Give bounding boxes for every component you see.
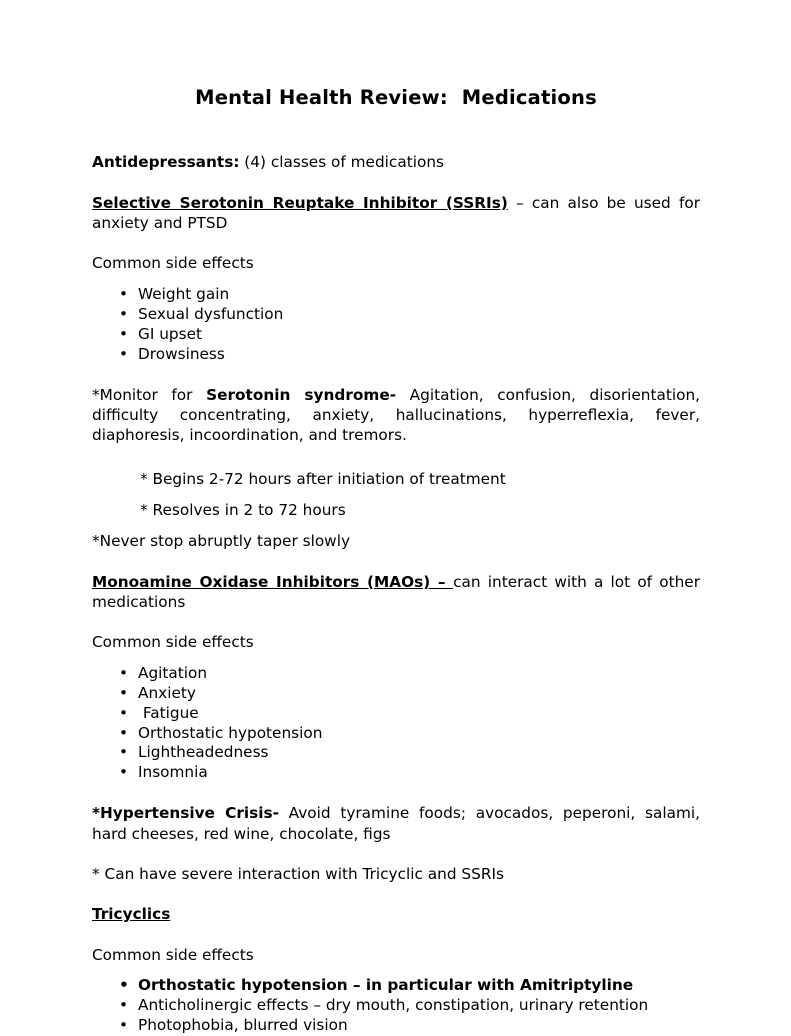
list-item-label: Drowsiness (138, 344, 225, 363)
tricyclics-heading: Tricyclics (92, 905, 171, 924)
list-item (92, 325, 700, 345)
spacer (92, 446, 700, 469)
maos-heading: Monoamine Oxidase Inhibitors (MAOs) – (92, 572, 454, 591)
tricyclic-interaction-note: * Can have severe interaction with Tricyclic and SSRIs (92, 865, 504, 884)
hypertensive-crisis-label: *Hypertensive Crisis- (92, 804, 279, 823)
list-item-label: Agitation (138, 663, 208, 682)
spacer (92, 884, 700, 904)
list-item (92, 996, 700, 1016)
taper-note: *Never stop abruptly taper slowly (92, 532, 350, 551)
ssri-side-effects-list (92, 285, 700, 365)
antidepressants-lead (92, 152, 700, 172)
antidepressants-text: (4) classes of medications (239, 153, 444, 172)
list-item-label: Lightheadedness (138, 743, 269, 762)
list-item (92, 976, 700, 996)
serotonin-resolution-note: * Resolves in 2 to 72 hours (140, 500, 346, 519)
list-item-label: Orthostatic hypotension (138, 723, 323, 742)
list-item-label: Anticholinergic effects – dry mouth, constipation, urinary retention (138, 996, 649, 1015)
hypertensive-crisis-text: Avoid tyramine foods; avocados, peperoni, salami, hard cheeses, red wine, chocolate, figs (92, 804, 700, 843)
list-item-label: GI upset (138, 324, 203, 343)
spacer (92, 653, 700, 664)
spacer (92, 173, 700, 193)
spacer (92, 520, 700, 531)
spacer (92, 552, 700, 572)
spacer (92, 844, 700, 864)
spacer (92, 233, 700, 253)
document-content (92, 0, 700, 1036)
ssri-heading-rest: – can also be used for anxiety and PTSD (92, 193, 700, 233)
spacer (92, 783, 700, 803)
list-item-label: Photophobia, blurred vision (138, 1016, 348, 1034)
spacer (92, 489, 700, 500)
serotonin-onset-note: * Begins 2-72 hours after initiation of treatment (140, 469, 506, 488)
list-item-label: Sexual dysfunction (138, 304, 284, 323)
list-item (92, 724, 700, 744)
list-item (92, 1016, 700, 1036)
list-item (92, 285, 700, 305)
spacer (92, 110, 700, 152)
maos-heading-paragraph (92, 572, 700, 613)
ssri-heading-paragraph (92, 193, 700, 234)
list-item (92, 664, 700, 684)
list-item-label: Weight gain (138, 284, 230, 303)
maos-heading-rest: can interact with a lot of other medications (92, 572, 700, 611)
list-item (92, 345, 700, 365)
list-item-label: Anxiety (138, 683, 196, 702)
bullet-icon: • (119, 324, 129, 343)
page-title: Mental Health Review: Medications (195, 86, 597, 109)
bullet-icon: • (119, 763, 129, 782)
serotonin-syndrome-paragraph (92, 385, 700, 446)
list-item-label: Insomnia (138, 763, 208, 782)
maos-side-effects-label: Common side effects (92, 633, 254, 652)
list-item-label: Orthostatic hypotension – in particular with Amitriptyline (138, 976, 634, 995)
spacer (92, 274, 700, 285)
serotonin-syndrome-text: Agitation, confusion, disorientation, difficulty concentrating, anxiety, hallucinations, hyperreflexia, fever, diaphoresis, incoordination, and tremors. (92, 385, 701, 445)
bullet-icon: • (119, 284, 129, 303)
spacer (92, 965, 700, 976)
bullet-icon: • (119, 683, 129, 702)
tricyclics-side-effects-list (92, 976, 700, 1036)
bullet-icon: • (119, 743, 129, 762)
maos-side-effects-list (92, 664, 700, 784)
ssri-heading: Selective Serotonin Reuptake Inhibitor (SSRIs) (92, 193, 508, 212)
list-item-label: Fatigue (138, 703, 199, 722)
spacer (92, 365, 700, 385)
list-item (92, 743, 700, 763)
antidepressants-label: Antidepressants: (92, 153, 240, 172)
bullet-icon: • (119, 1016, 129, 1034)
bullet-icon: • (119, 304, 129, 323)
bullet-icon: • (119, 996, 129, 1015)
spacer (92, 612, 700, 632)
bullet-icon: • (119, 663, 129, 682)
bullet-icon: • (119, 344, 129, 363)
list-item (92, 763, 700, 783)
hypertensive-crisis-paragraph (92, 803, 700, 844)
list-item (92, 704, 700, 724)
tricyclics-side-effects-label: Common side effects (92, 945, 254, 964)
bullet-icon: • (119, 703, 129, 722)
list-item (92, 305, 700, 325)
spacer (92, 925, 700, 945)
tricyclics-heading-paragraph (92, 904, 700, 924)
bullet-icon: • (119, 976, 129, 995)
monitor-prefix: *Monitor for (92, 385, 207, 404)
list-item (92, 684, 700, 704)
bullet-icon: • (119, 723, 129, 742)
serotonin-syndrome-label: Serotonin syndrome- (206, 385, 397, 404)
ssri-side-effects-label: Common side effects (92, 254, 254, 273)
